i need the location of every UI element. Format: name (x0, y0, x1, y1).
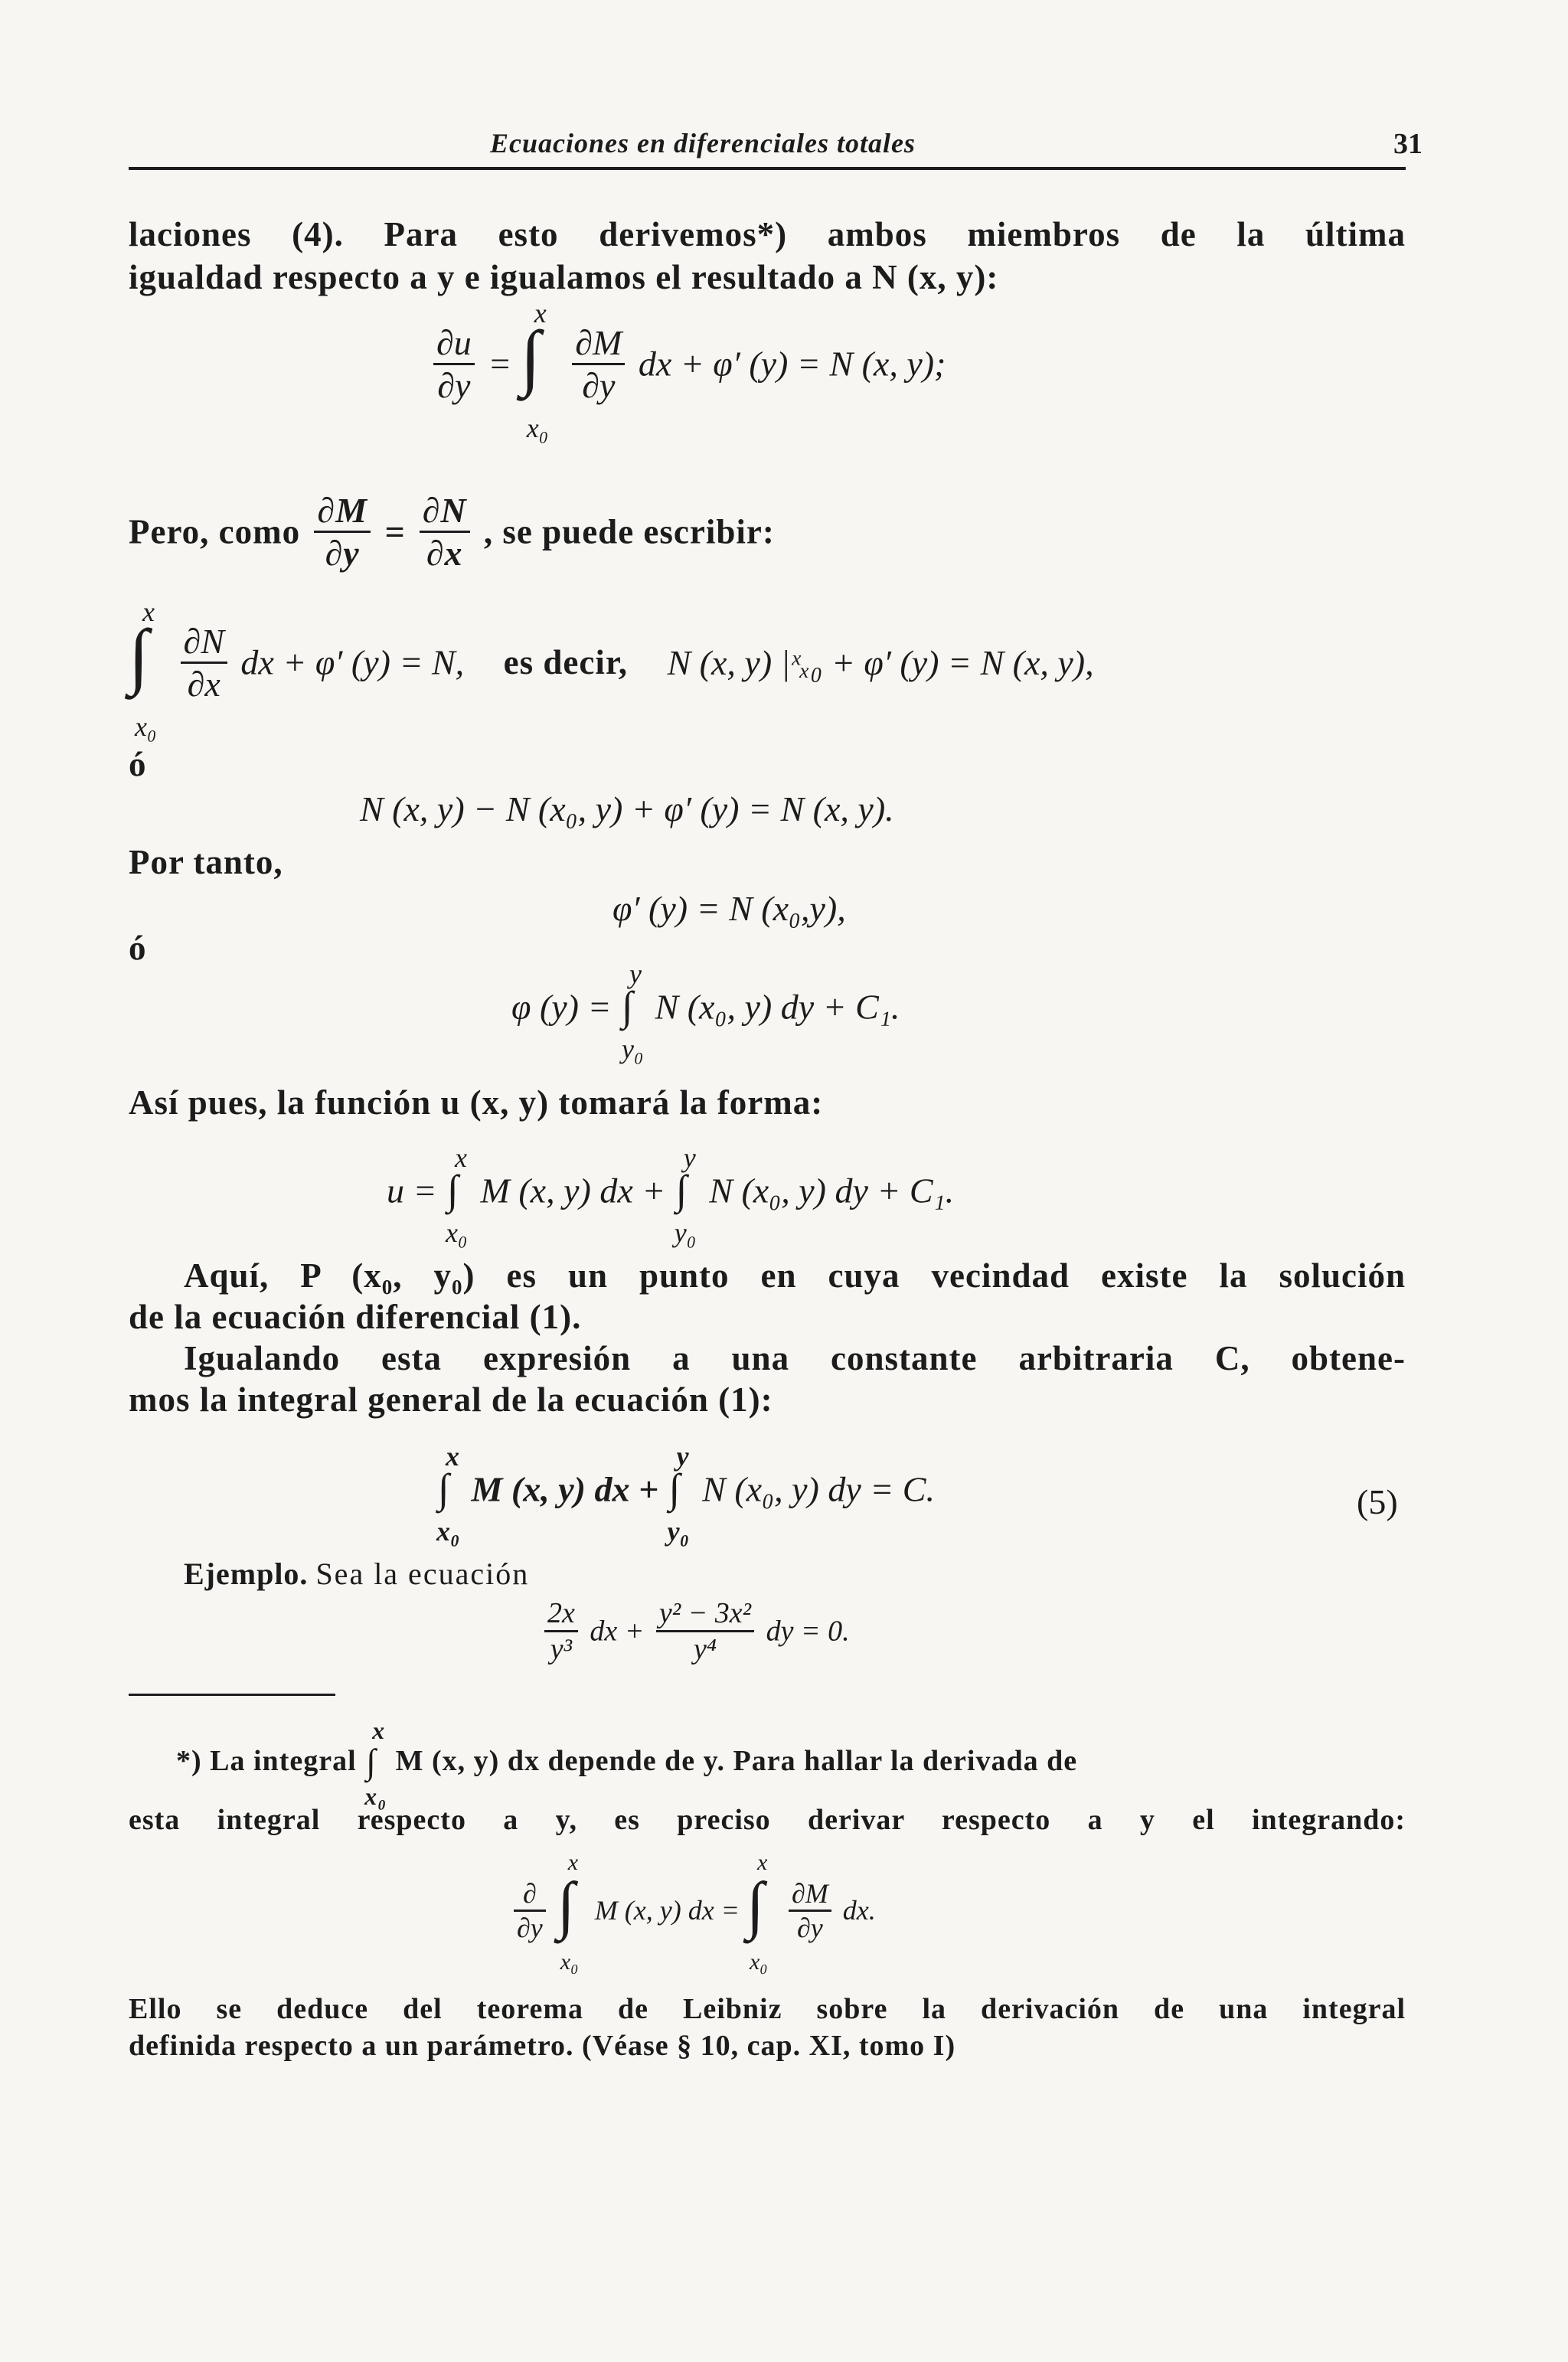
integral-sign: y ∫ y₀ (667, 1441, 690, 1547)
integral-sign: x ∫ x₀ (129, 596, 157, 742)
por-tanto: Por tanto, (129, 843, 283, 881)
integral-sign: x ∫ x₀ (436, 1441, 460, 1547)
fraction-2x-y3: $\frac{2x}{\text{y³}}$ (544, 1596, 578, 1666)
running-title: Ecuaciones en diferenciales totales (490, 128, 916, 158)
page-number: 31 (1393, 128, 1423, 160)
body-line-1: laciones (4). Para esto derivemos*) ambos miembros de la última (129, 215, 1406, 253)
fraction-y2-3x2-y4: $\frac{\text{y² − 3x²}}{\text{y⁴}}$ (656, 1596, 754, 1666)
fraction-du-dy: $\frac{\partial u}{\partial y}$ (433, 322, 475, 406)
equation-n-difference: N (x, y) − N (x₀, y) + φ′ (y) = N (x, y). (360, 789, 894, 828)
integral-sign: x ∫ x₀ (364, 1717, 387, 1810)
equation-general-integral: x ∫ x₀ M (x, y) dx + y ∫ y₀ N (x₀, y) dy = C. (436, 1441, 935, 1547)
fraction-d-dy: $\frac{\partial}{\partial y}$ (514, 1877, 546, 1944)
body-line-2: igualdad respecto a y e igualamos el resultado a N (x, y): (129, 258, 999, 296)
integral-sign: y ∫ y₀ (674, 1142, 697, 1248)
asi-pues-line: Así pues, la función u (x, y) tomará la forma: (129, 1083, 824, 1122)
integral-sign: x ∫ x₀ (520, 298, 549, 443)
integral-sign: x ∫ x₀ (746, 1850, 768, 1975)
o-connector-1: ó (129, 745, 147, 783)
equation-number-5: (5) (1357, 1482, 1398, 1521)
pero-como-line: Pero, como $\frac{\partial M}{\partial y}$ = $\frac{\partial N}{\partial x}$ , se puede escribir: (129, 491, 775, 573)
equation-phi: φ (y) = y ∫ y₀ N (x₀, y) dy + C₁. (511, 959, 900, 1064)
footnote-line-3: Ello se deduce del teorema de Leibniz sobre la derivación de una integral (129, 1993, 1406, 2025)
fraction-dM-dy-3: $\frac{\partial M}{\partial y}$ (789, 1877, 831, 1944)
footnote-equation: $\frac{\partial}{\partial y}$ x ∫ x₀ M (x, y) dx = x ∫ x₀ $\frac{\partial M}{\partial y}$ dx. (509, 1868, 876, 1952)
equation-example: $\frac{2x}{\text{y³}}$ dx + $\frac{\text{y² − 3x²}}{\text{y⁴}}$ dy = 0. (540, 1596, 850, 1666)
paragraph-aqui-line-1: Aquí, P (x₀, y₀) es un punto en cuya vecindad existe la solución (184, 1256, 1406, 1295)
integral-sign: y ∫ y₀ (622, 959, 644, 1064)
equation-u: u = x ∫ x₀ M (x, y) dx + y ∫ y₀ N (x₀, y) dy + C₁. (387, 1142, 955, 1248)
fraction-dM-dy-2: $\frac{\partial M}{\partial y}$ (314, 490, 371, 573)
fraction-dM-dy: $\frac{\partial M}{\partial y}$ (572, 322, 625, 406)
equation-du-dy: $\frac{\partial u}{\partial y}$ = x ∫ x₀ $\frac{\partial M}{\partial y}$ dx + φ′ (y) = N (x, y); (429, 314, 946, 413)
ejemplo-line: Ejemplo. Sea la ecuación (184, 1557, 530, 1591)
integral-sign: x ∫ x₀ (557, 1850, 579, 1975)
footnote-line-1: *) La integral x ∫ x₀ M (x, y) dx depende de y. Para hallar la derivada de (176, 1717, 1078, 1810)
o-connector-2: ó (129, 929, 147, 967)
fraction-dN-dx: $\frac{\partial N}{\partial x}$ (420, 490, 470, 573)
paragraph-igualando-line-2: mos la integral general de la ecuación (1): (129, 1380, 773, 1419)
paragraph-igualando-line-1: Igualando esta expresión a una constante arbitraria C, obtene- (184, 1339, 1406, 1377)
equation-phi-prime: φ′ (y) = N (x₀,y), (612, 889, 846, 928)
equation-integral-dN-dx: x ∫ x₀ $\frac{\partial N}{\partial x}$ dx + φ′ (y) = N, es decir, N (x, y) |ˣₓ₀ + φ′ (y) = N (x, y), (129, 596, 1094, 742)
footnote-line-2: esta integral respecto a y, es preciso derivar respecto a y el integrando: (129, 1804, 1406, 1836)
paragraph-aqui-line-2: de la ecuación diferencial (1). (129, 1298, 582, 1336)
header-rule (129, 167, 1406, 170)
footnote-rule (129, 1694, 335, 1696)
fraction-dN-dx-2: $\frac{\partial N}{\partial x}$ (181, 621, 227, 704)
footnote-line-4: definida respecto a un parámetro. (Véase § 10, cap. XI, tomo I) (129, 2030, 956, 2062)
integral-sign: x ∫ x₀ (446, 1142, 468, 1248)
